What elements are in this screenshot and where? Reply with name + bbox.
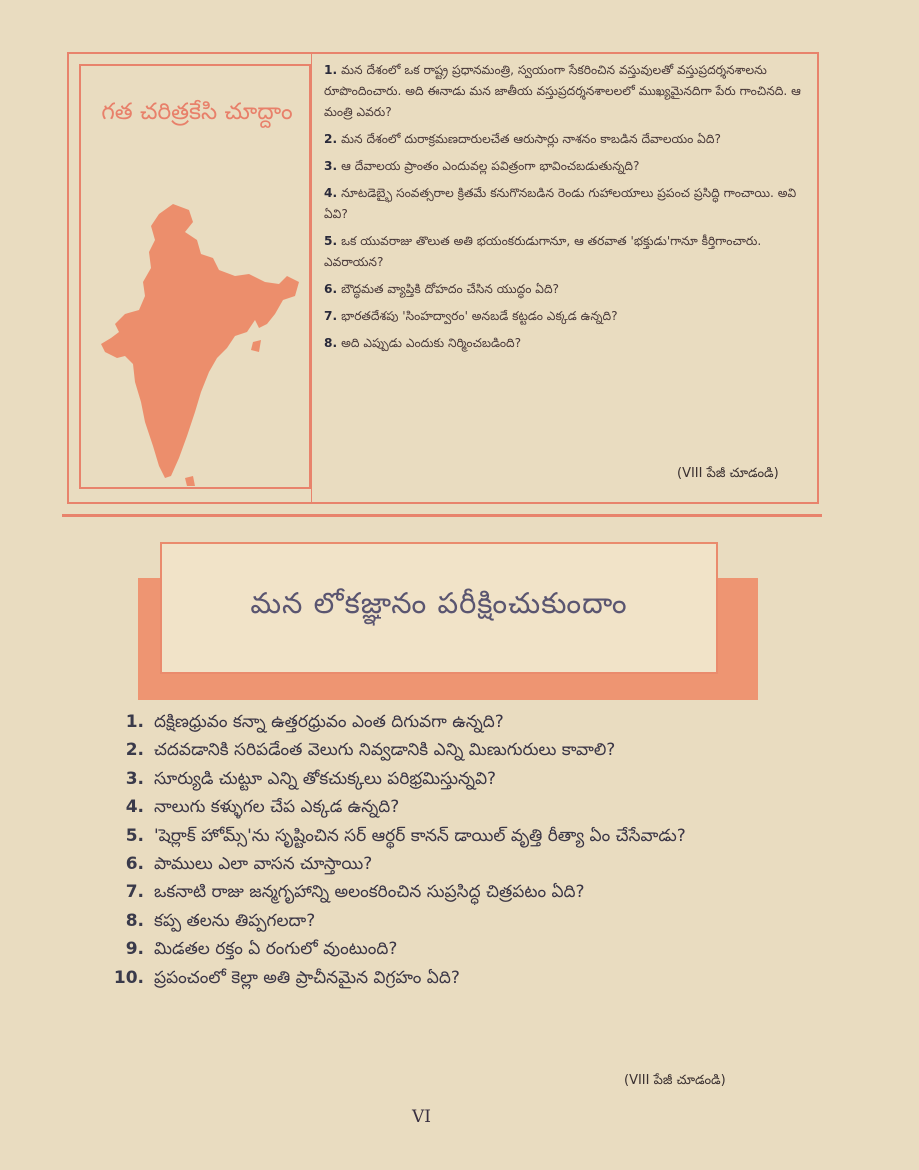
page-number: VI bbox=[412, 1107, 431, 1127]
list-item: 7. ఒకనాటి రాజు జన్మగృహాన్ని అలంకరించిన సుప్రసిద్ధ చిత్రపటం ఏది? bbox=[125, 882, 585, 903]
history-question-list bbox=[324, 60, 814, 354]
list-item: 1. మన దేశంలో ఒక రాష్ట్ర ప్రధానమంత్రి, స్వయంగా సేకరించిన వస్తువులతో వస్తుప్రదర్శనశాలను రూపొందించారు. అది ఈనాడు మన జాతీయ వస్తుప్రదర్శనశాలలలో ముఖ్యమైనదిగా పేరు గాంచినది. ఆ మంత్రి ఎవరు? bbox=[324, 63, 801, 119]
general-knowledge-question-list bbox=[100, 708, 800, 992]
divider-line bbox=[311, 54, 312, 502]
list-item: 3. ఆ దేవాలయ ప్రాంతం ఎందువల్ల పవిత్రంగా భావించబడుతున్నది? bbox=[324, 159, 640, 173]
history-side-panel bbox=[79, 64, 311, 489]
list-item: 2. చదవడానికి సరిపడేంత వెలుగు నివ్వడానికి ఎన్ని మిణుగురులు కావాలి? bbox=[125, 740, 616, 761]
list-item: 5. 'షెర్లాక్ హోమ్స్'ను సృష్టించిన సర్ ఆర్థర్ కానన్ డాయిల్ వృత్తి రీత్యా ఏం చేసేవాడు? bbox=[125, 825, 686, 846]
title-box bbox=[160, 542, 718, 674]
list-item: 5. ఒక యువరాజు తొలుత అతి భయంకరుడుగానూ, ఆ తరవాత 'భక్తుడు'గానూ కీర్తిగాంచారు. ఎవరాయన? bbox=[324, 234, 762, 269]
see-page-note-bottom: (VIII పేజీ చూడండి) bbox=[624, 1073, 726, 1088]
list-item: 10. ప్రపంచంలో కెల్లా అతి ప్రాచీనమైన విగ్రహం ఏది? bbox=[113, 967, 460, 988]
list-item: 4. నూటడెబ్భై సంవత్సరాల క్రితమే కనుగొనబడిన రెండు గుహాలయాలు ప్రపంచ ప్రసిద్ధి గాంచాయి. అవి ఏవి? bbox=[324, 186, 797, 221]
see-page-note: (VIII పేజీ చూడండి) bbox=[677, 466, 779, 481]
list-item: 8. కప్ప తలను తిప్పగలదా? bbox=[125, 910, 316, 931]
list-item: 8. అది ఎప్పుడు ఎందుకు నిర్మించబడింది? bbox=[324, 336, 522, 350]
list-item: 4. నాలుగు కళ్ళుగల చేప ఎక్కడ ఉన్నది? bbox=[125, 797, 400, 818]
india-map-icon bbox=[89, 196, 303, 486]
list-item: 7. భారతదేశపు 'సింహద్వారం' అనబడే కట్టడం ఎక్కడ ఉన్నది? bbox=[324, 309, 618, 323]
page-title: మన లోకజ్ఞానం పరీక్షించుకుందాం bbox=[250, 586, 628, 620]
list-item: 3. సూర్యుడి చుట్టూ ఎన్ని తోకచుక్కలు పరిభ్రమిస్తున్నవి? bbox=[125, 768, 497, 789]
list-item: 6. బౌద్ధమత వ్యాప్తికి దోహదం చేసిన యుద్ధం ఏది? bbox=[324, 282, 560, 296]
history-quiz-box bbox=[67, 52, 819, 504]
list-item: 2. మన దేశంలో దురాక్రమణదారులచేత ఆరుసార్లు నాశనం కాబడిన దేవాలయం ఏది? bbox=[324, 132, 721, 146]
list-item: 6. పాములు ఎలా వాసన చూస్తాయి? bbox=[125, 854, 373, 875]
list-item: 1. దక్షిణధ్రువం కన్నా ఉత్తరధ్రువం ఎంత దిగువగా ఉన్నది? bbox=[125, 712, 504, 732]
history-heading: గత చరిత్రకేసి చూద్దాం bbox=[101, 99, 293, 125]
list-item: 9. మిడతల రక్తం ఏ రంగులో వుంటుంది? bbox=[125, 939, 398, 960]
section-divider bbox=[62, 514, 822, 517]
